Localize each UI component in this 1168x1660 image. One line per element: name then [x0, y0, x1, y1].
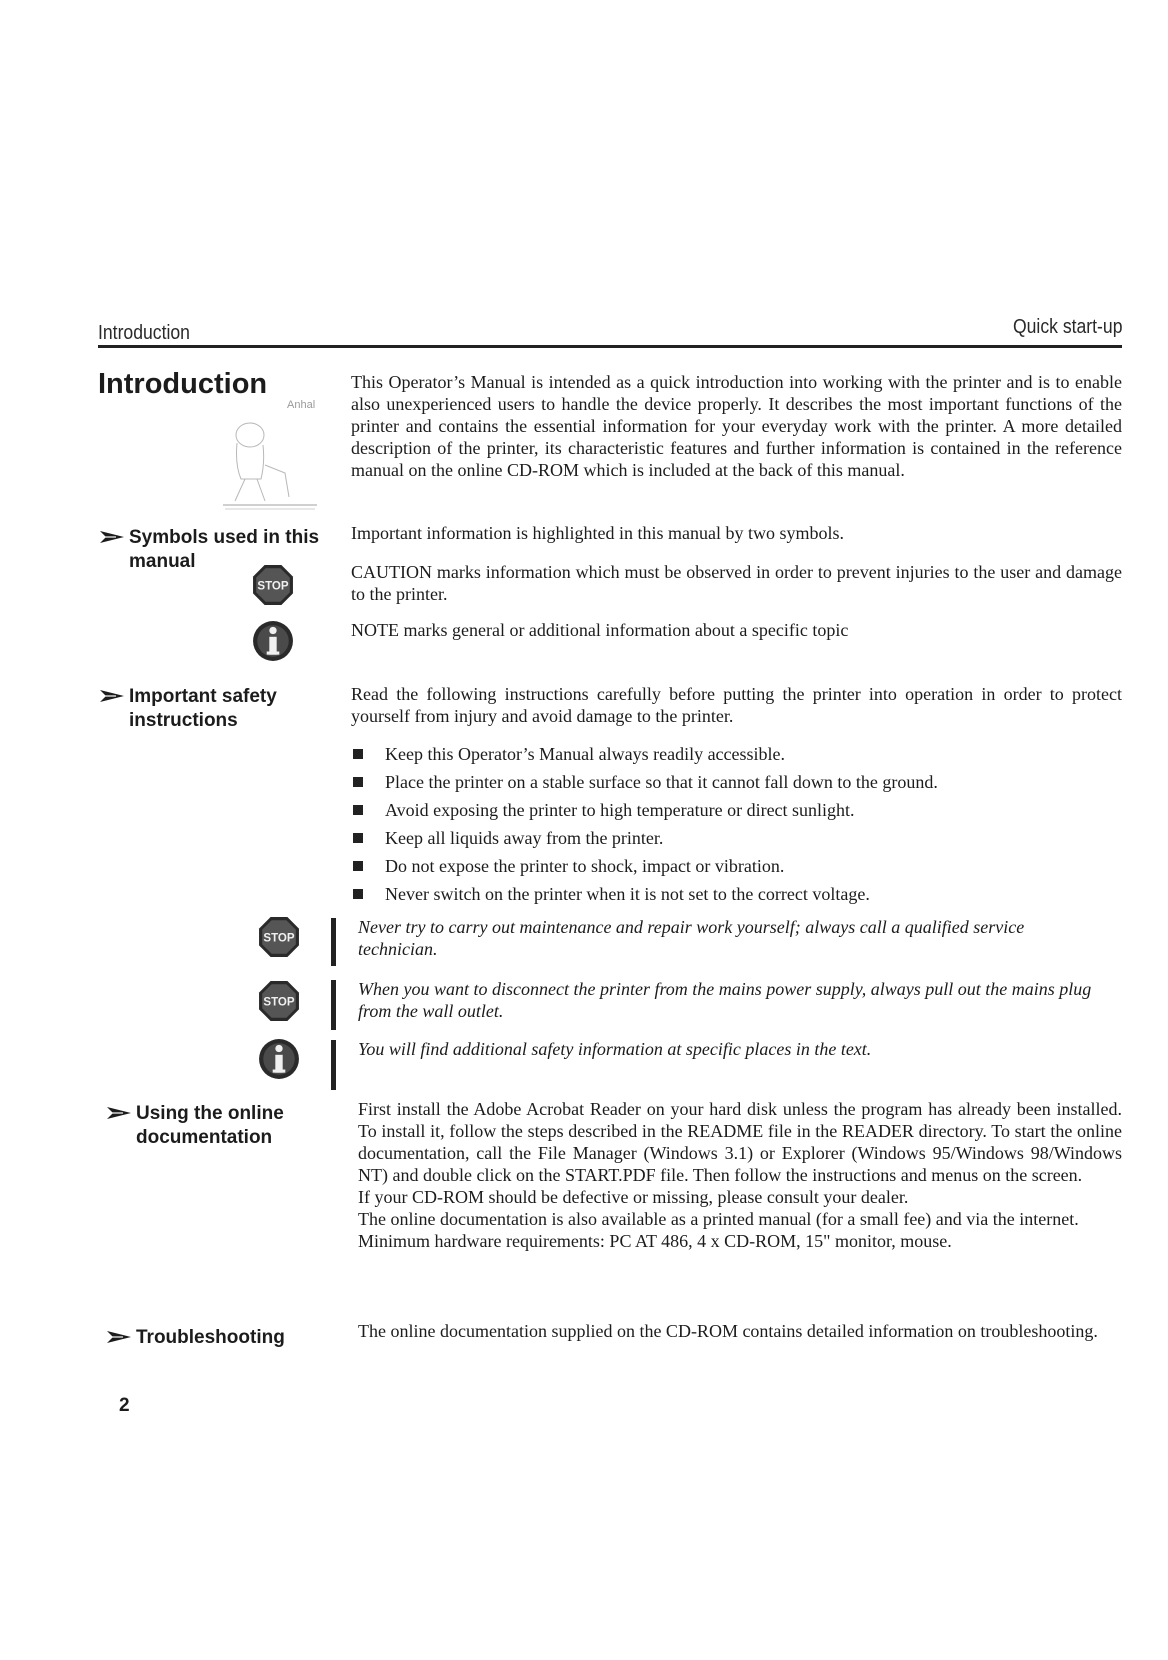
figure-sketch-icon [205, 405, 325, 513]
stop-icon [252, 564, 294, 606]
illustration-caption: Anhal [287, 399, 316, 411]
stop-icon [258, 916, 300, 958]
list-item: Keep all liquids away from the printer. [353, 827, 1113, 855]
safety-intro: Read the following instructions carefully before putting the printer into operation in order to protect yourself from injury and avoid damage to the printer. [351, 684, 1122, 726]
online-doc-requirements: Minimum hardware requirements: PC AT 486, 4 x CD-ROM, 15" monitor, mouse. [358, 1231, 952, 1251]
page-title: Introduction [98, 368, 268, 400]
list-item: Avoid exposing the printer to high temperature or direct sunlight. [353, 799, 1113, 827]
illustration [205, 399, 325, 513]
online-doc-printed: The online documentation is also available as a printed manual (for a small fee) and via the internet. [358, 1209, 1079, 1229]
header-chapter-label: Quick start-up [1012, 316, 1122, 338]
symbols-heading: Symbols used in this manual [100, 526, 340, 574]
list-item: Never switch on the printer when it is not set to the correct voltage. [353, 883, 1113, 911]
symbols-intro: Important information is highlighted in this manual by two symbols. [351, 523, 844, 543]
warning-maintenance: Never try to carry out maintenance and repair work yourself; always call a qualified service technician. [358, 917, 1025, 959]
arrow-icon [100, 529, 124, 545]
bullet-icon [353, 861, 363, 871]
bullet-icon [353, 833, 363, 843]
warning-bar [331, 918, 336, 966]
online-doc-heading: Using the online documentation [107, 1102, 327, 1150]
header-rule [98, 345, 1122, 348]
info-icon [258, 1038, 300, 1080]
intro-paragraph: This Operator’s Manual is intended as a quick introduction into working with the printer and is to enable also unexperienced users to handle the device properly. It describes the most important functions of the printer and contains the essential information for your everyday work with the printer. A more detailed description of the printer, its characteristic features and further information is contained in the reference manual on the online CD-ROM which is included at the back of this manual. [351, 372, 1122, 480]
safety-list [353, 743, 1113, 911]
online-doc-dealer: If your CD-ROM should be defective or missing, please consult your dealer. [358, 1187, 909, 1207]
header-section-label: Introduction [98, 322, 190, 344]
note-safety-info: You will find additional safety information at specific places in the text. [358, 1039, 872, 1059]
online-doc-install: First install the Adobe Acrobat Reader on your hard disk unless the program has already been installed. To install it, follow the steps described in the README file in the READER directory. To start the online documentation, call the File Manager (Windows 3.1) or Explorer (Windows 95/Windows 98/Windows NT) and double click on the START.PDF file. Then follow the instructions and menus on the screen. [358, 1099, 1122, 1185]
bullet-icon [353, 777, 363, 787]
troubleshooting-text: The online documentation supplied on the CD-ROM contains detailed information on troubleshooting. [358, 1321, 1098, 1341]
warning-disconnect: When you want to disconnect the printer from the mains power supply, always pull out the mains plug from the wall outlet. [358, 979, 1092, 1021]
arrow-icon [100, 688, 124, 704]
bullet-icon [353, 749, 363, 759]
safety-heading: Important safety instructions [100, 685, 320, 733]
list-item: Keep this Operator’s Manual always readily accessible. [353, 743, 1113, 771]
stop-icon [258, 980, 300, 1022]
troubleshooting-heading: Troubleshooting [107, 1326, 327, 1350]
bullet-icon [353, 805, 363, 815]
bullet-icon [353, 889, 363, 899]
arrow-icon [107, 1329, 131, 1345]
note-text: NOTE marks general or additional information about a specific topic [351, 620, 849, 640]
note-bar [331, 1040, 336, 1090]
page-number: 2 [119, 1395, 130, 1416]
warning-bar [331, 980, 336, 1030]
list-item: Place the printer on a stable surface so that it cannot fall down to the ground. [353, 771, 1113, 799]
list-item: Do not expose the printer to shock, impact or vibration. [353, 855, 1113, 883]
online-doc-text [358, 1098, 1122, 1252]
info-icon [252, 620, 294, 662]
caution-text: CAUTION marks information which must be observed in order to prevent injuries to the user and damage to the printer. [351, 562, 1122, 604]
arrow-icon [107, 1105, 131, 1121]
